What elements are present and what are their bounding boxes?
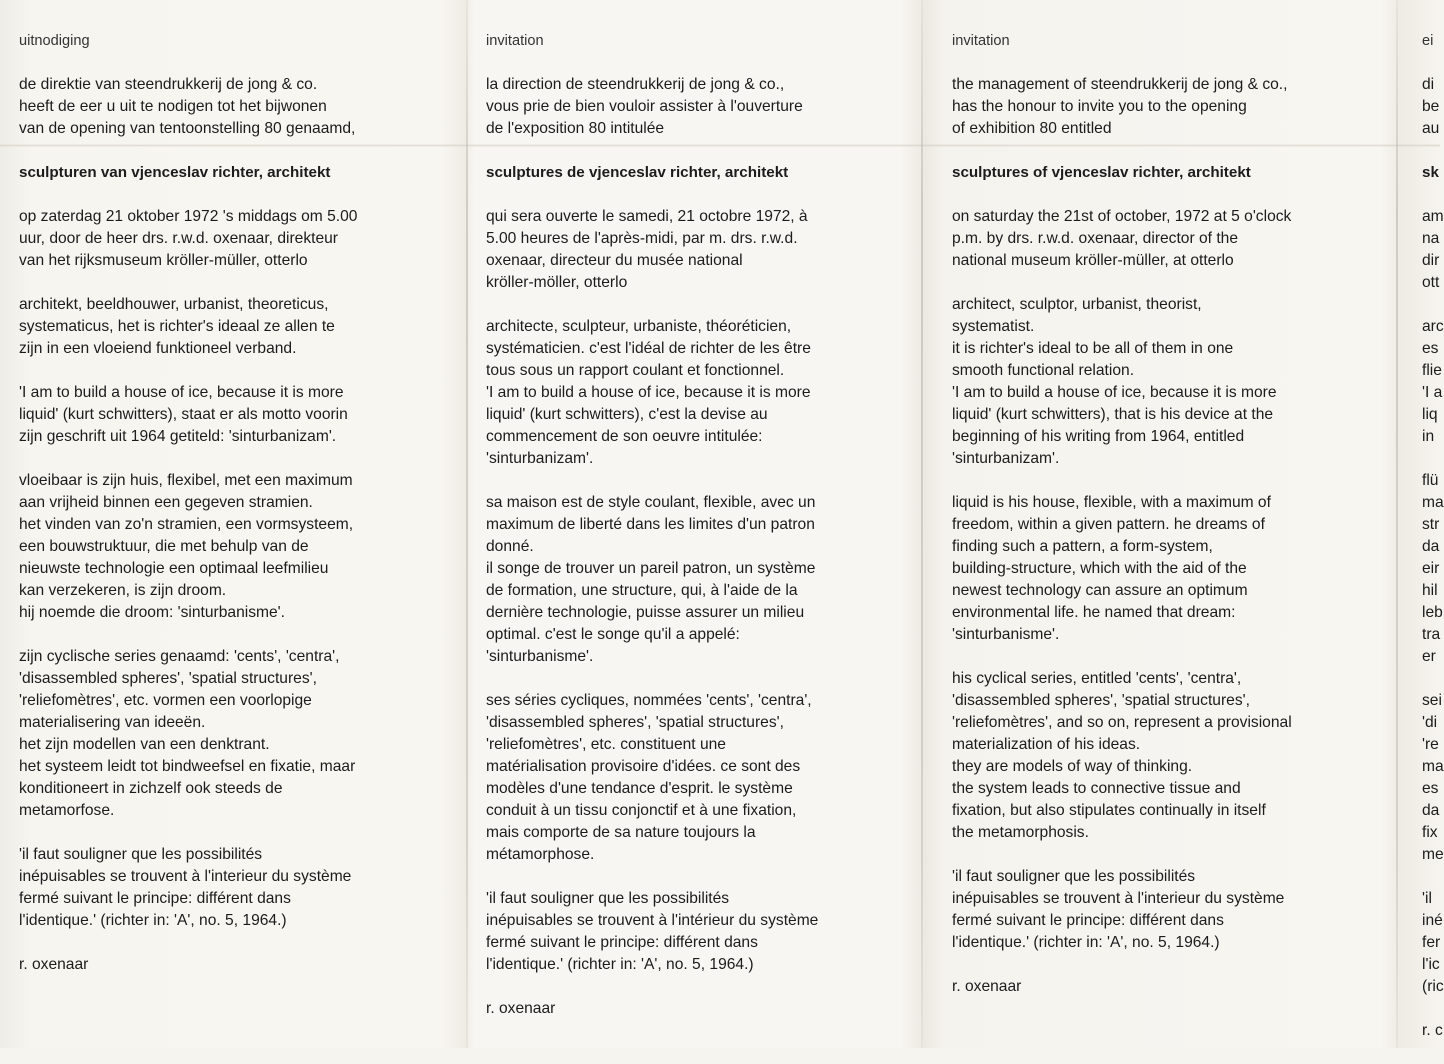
exhibition-title [952, 162, 1292, 184]
text-line: systematicus, het is richter's ideaal ze allen te [19, 318, 335, 335]
text-line: van het rijksmuseum kröller-müller, otterlo [19, 252, 308, 269]
text-line: flie [1422, 362, 1442, 379]
text-line: p.m. by drs. r.w.d. oxenaar, director of the [952, 230, 1239, 247]
text-line: de formation, une structure, qui, à l'aide de la [486, 582, 798, 599]
text-line: str [1422, 516, 1440, 533]
text-line: 'disassembled spheres', 'spatial structures', [952, 692, 1250, 709]
quote-paragraph [486, 888, 818, 976]
body-paragraph [952, 668, 1292, 844]
text-line: l'identique.' (richter in: 'A', no. 5, 1964.) [486, 956, 754, 973]
text-line: sculpturen van vjenceslav richter, architekt [19, 164, 331, 181]
text-line: er [1422, 648, 1436, 665]
text-line: be [1422, 98, 1440, 115]
text-line: 'disassembled spheres', 'spatial structures', [19, 670, 317, 687]
text-line: fermé suivant le principe: différent dans [486, 934, 758, 951]
text-line: sa maison est de style coulant, flexible, avec un [486, 494, 816, 511]
text-line: beginning of his writing from 1964, entitled [952, 428, 1245, 445]
body-paragraph [486, 690, 818, 866]
signature [19, 954, 357, 976]
text-line: his cyclical series, entitled 'cents', 'centra', [952, 670, 1242, 687]
text-line: heeft de eer u uit te nodigen tot het bijwonen [19, 98, 327, 115]
text-line: hij noemde die droom: 'sinturbanisme'. [19, 604, 285, 621]
text-line: uur, door de heer drs. r.w.d. oxenaar, direkteur [19, 230, 338, 247]
text-line: ma [1422, 758, 1444, 775]
text-line: 'sinturbanisme'. [952, 626, 1060, 643]
text-line: fer [1422, 934, 1441, 951]
text-line: national museum kröller-müller, at otterlo [952, 252, 1234, 269]
column-french [486, 30, 818, 1042]
text-line: r. oxenaar [486, 1000, 556, 1017]
intro-paragraph [952, 74, 1292, 140]
text-line: aan vrijheid binnen een gegeven stramien. [19, 494, 313, 511]
quote-paragraph [952, 866, 1292, 954]
text-line: am [1422, 208, 1444, 225]
text-line: eir [1422, 560, 1440, 577]
text-line: building-structure, which with the aid of the [952, 560, 1247, 577]
body-paragraph [952, 294, 1292, 470]
text-line: sk [1422, 164, 1439, 181]
body-paragraph [1422, 316, 1444, 448]
text-line: es [1422, 340, 1439, 357]
text-line: metamorfose. [19, 802, 115, 819]
intro-paragraph [19, 74, 357, 140]
intro-paragraph [1422, 74, 1444, 140]
exhibition-title [19, 162, 357, 184]
text-line: environmental life. he named that dream: [952, 604, 1236, 621]
body-paragraph [952, 206, 1292, 272]
body-paragraph [19, 294, 357, 360]
text-line: konditioneert in zichzelf ook steeds de [19, 780, 283, 797]
vertical-fold-crease [466, 0, 468, 1048]
text-line: ses séries cycliques, nommées 'cents', 'centra', [486, 692, 812, 709]
text-line: au [1422, 120, 1440, 137]
body-paragraph [19, 470, 357, 624]
text-line: the management of steendrukkerij de jong & co., [952, 76, 1288, 93]
text-line: 'I am to build a house of ice, because it is more [952, 384, 1277, 401]
text-line: systematist. [952, 318, 1035, 335]
text-line: 'reliefomètres', etc. vormen een voorlopige [19, 692, 312, 709]
body-paragraph [1422, 206, 1444, 294]
text-line: iné [1422, 912, 1443, 929]
text-line: zijn geschrift uit 1964 getiteld: 'sinturbanizam'. [19, 428, 337, 445]
text-line: 'sinturbanizam'. [952, 450, 1060, 467]
text-line: it is richter's ideal to be all of them in one [952, 340, 1234, 357]
text-line: the system leads to connective tissue and [952, 780, 1241, 797]
text-line: 'il faut souligner que les possibilités [19, 846, 263, 863]
text-line: vloeibaar is zijn huis, flexibel, met een maximum [19, 472, 353, 489]
text-line: fixation, but also stipulates continually in itself [952, 802, 1266, 819]
text-line: l'ic [1422, 956, 1440, 973]
text-line: freedom, within a given pattern. he dreams of [952, 516, 1265, 533]
text-line: liquid' (kurt schwitters), that is his device at the [952, 406, 1274, 423]
quote-paragraph [1422, 888, 1444, 998]
text-line: inépuisables se trouvent à l'intérieur du système [486, 912, 819, 929]
text-line: zijn in een vloeiend funktioneel verband. [19, 340, 297, 357]
text-line: dernière technologie, puisse assurer un milieu [486, 604, 805, 621]
body-paragraph [19, 382, 357, 448]
body-paragraph [486, 206, 818, 294]
column-german-cropped [1422, 30, 1444, 1064]
text-line: flü [1422, 472, 1439, 489]
text-line: leb [1422, 604, 1443, 621]
text-line: sculptures of vjenceslav richter, architekt [952, 164, 1251, 181]
text-line: la direction de steendrukkerij de jong & co., [486, 76, 785, 93]
text-line: es [1422, 780, 1439, 797]
text-line: on saturday the 21st of october, 1972 at 5 o'clock [952, 208, 1292, 225]
body-paragraph [19, 646, 357, 822]
text-line: commencement de son oeuvre intitulée: [486, 428, 763, 445]
text-line: hil [1422, 582, 1438, 599]
text-line: 'reliefomètres', and so on, represent a provisional [952, 714, 1292, 731]
text-line: in [1422, 428, 1435, 445]
text-line: na [1422, 230, 1440, 247]
text-line: 'il [1422, 890, 1432, 907]
text-line: het vinden van zo'n stramien, een vormsysteem, [19, 516, 354, 533]
text-line: ott [1422, 274, 1440, 291]
signature [486, 998, 818, 1020]
text-line: inépuisables se trouvent à l'interieur du système [19, 868, 352, 885]
text-line: materialization of his ideas. [952, 736, 1141, 753]
text-line: architecte, sculpteur, urbaniste, théoréticien, [486, 318, 792, 335]
text-line: r. oxenaar [952, 978, 1022, 995]
text-line: me [1422, 846, 1444, 863]
text-line: 5.00 heures de l'après-midi, par m. drs. r.w.d. [486, 230, 798, 247]
text-line: vous prie de bien vouloir assister à l'ouverture [486, 98, 803, 115]
text-line: architekt, beeldhouwer, urbanist, theoreticus, [19, 296, 329, 313]
signature [1422, 1020, 1444, 1042]
text-line: van de opening van tentoonstelling 80 genaamd, [19, 120, 356, 137]
quote-paragraph [19, 844, 357, 932]
text-line: optimal. c'est le songe qu'il a appelé: [486, 626, 740, 643]
text-line: the metamorphosis. [952, 824, 1089, 841]
body-paragraph [1422, 470, 1444, 668]
text-line: sculptures de vjenceslav richter, architekt [486, 164, 789, 181]
text-line: 'disassembled spheres', 'spatial structures', [486, 714, 784, 731]
body-paragraph [486, 492, 818, 668]
text-line: donné. [486, 538, 534, 555]
column-heading: invitation [952, 33, 1010, 49]
text-line: (ric [1422, 978, 1444, 995]
text-line: da [1422, 802, 1440, 819]
exhibition-title [486, 162, 818, 184]
vertical-fold-crease [921, 0, 923, 1048]
text-line: fermé suivant le principe: différent dans [19, 890, 291, 907]
text-line: da [1422, 538, 1440, 555]
text-line: de l'exposition 80 intitulée [486, 120, 665, 137]
text-line: matérialisation provisoire d'idées. ce sont des [486, 758, 801, 775]
text-line: l'identique.' (richter in: 'A', no. 5, 1964.) [19, 912, 287, 929]
text-line: oxenaar, directeur du musée national [486, 252, 743, 269]
text-line: mais comporte de sa nature toujours la [486, 824, 756, 841]
text-line: het zijn modellen van een denktrant. [19, 736, 270, 753]
text-line: tra [1422, 626, 1441, 643]
text-line: het systeem leidt tot bindweefsel en fixatie, maar [19, 758, 356, 775]
text-line: liquid' (kurt schwitters), staat er als motto voorin [19, 406, 348, 423]
text-line: 'I a [1422, 384, 1443, 401]
intro-paragraph [486, 74, 818, 140]
text-line: fermé suivant le principe: différent dans [952, 912, 1224, 929]
text-line: kröller-möller, otterlo [486, 274, 628, 291]
column-heading: invitation [486, 33, 544, 49]
column-heading: uitnodiging [19, 33, 90, 49]
text-line: systématicien. c'est l'idéal de richter de les être [486, 340, 811, 357]
text-line: liquid is his house, flexible, with a maximum of [952, 494, 1271, 511]
body-paragraph [1422, 690, 1444, 866]
text-line: conduit à un tissu conjonctif et à une fixation, [486, 802, 797, 819]
text-line: finding such a pattern, a form-system, [952, 538, 1213, 555]
column-heading: ei [1422, 33, 1434, 49]
signature [952, 976, 1292, 998]
text-line: de direktie van steendrukkerij de jong & co. [19, 76, 318, 93]
body-paragraph [952, 492, 1292, 646]
text-line: tous sous un rapport coulant et fonctionnel. [486, 362, 785, 379]
text-line: zijn cyclische series genaamd: 'cents', 'centra', [19, 648, 340, 665]
text-line: 'I am to build a house of ice, because it is more [486, 384, 811, 401]
text-line: il songe de trouver un pareil patron, un système [486, 560, 816, 577]
text-line: 're [1422, 736, 1439, 753]
text-line: 'sinturbanizam'. [486, 450, 594, 467]
text-line: sei [1422, 692, 1442, 709]
column-english [952, 30, 1292, 1020]
text-line: 'I am to build a house of ice, because it is more [19, 384, 344, 401]
body-paragraph [486, 316, 818, 470]
text-line: arc [1422, 318, 1444, 335]
text-line: liq [1422, 406, 1438, 423]
text-line: of exhibition 80 entitled [952, 120, 1112, 137]
text-line: 'il faut souligner que les possibilités [952, 868, 1196, 885]
text-line: di [1422, 76, 1435, 93]
text-line: smooth functional relation. [952, 362, 1135, 379]
text-line: l'identique.' (richter in: 'A', no. 5, 1964.) [952, 934, 1220, 951]
text-line: inépuisables se trouvent à l'interieur du système [952, 890, 1285, 907]
text-line: métamorphose. [486, 846, 595, 863]
text-line: liquid' (kurt schwitters), c'est la devise au [486, 406, 768, 423]
text-line: fix [1422, 824, 1438, 841]
body-paragraph [19, 206, 357, 272]
text-line: architect, sculptor, urbanist, theorist, [952, 296, 1202, 313]
text-line: newest technology can assure an optimum [952, 582, 1248, 599]
text-line: ma [1422, 494, 1444, 511]
text-line: kan verzekeren, is zijn droom. [19, 582, 227, 599]
text-line: has the honour to invite you to the opening [952, 98, 1247, 115]
text-line: materialisering van ideeën. [19, 714, 206, 731]
text-line: op zaterdag 21 oktober 1972 's middags om 5.00 [19, 208, 358, 225]
text-line: modèles d'une tendance d'esprit. le système [486, 780, 793, 797]
column-dutch [19, 30, 357, 998]
text-line: dir [1422, 252, 1440, 269]
text-line: they are models of way of thinking. [952, 758, 1193, 775]
text-line: maximum de liberté dans les limites d'un patron [486, 516, 815, 533]
text-line: r. oxenaar [19, 956, 89, 973]
text-line: 'sinturbanisme'. [486, 648, 594, 665]
vertical-fold-crease [1396, 0, 1398, 1048]
exhibition-title [1422, 162, 1444, 184]
text-line: 'di [1422, 714, 1438, 731]
text-line: een bouwstruktuur, die met behulp van de [19, 538, 309, 555]
text-line: 'reliefomètres', etc. constituent une [486, 736, 726, 753]
text-line: 'il faut souligner que les possibilités [486, 890, 730, 907]
text-line: r. c [1422, 1022, 1443, 1039]
text-line: nieuwste technologie een optimaal leefmilieu [19, 560, 329, 577]
text-line: qui sera ouverte le samedi, 21 octobre 1972, à [486, 208, 808, 225]
